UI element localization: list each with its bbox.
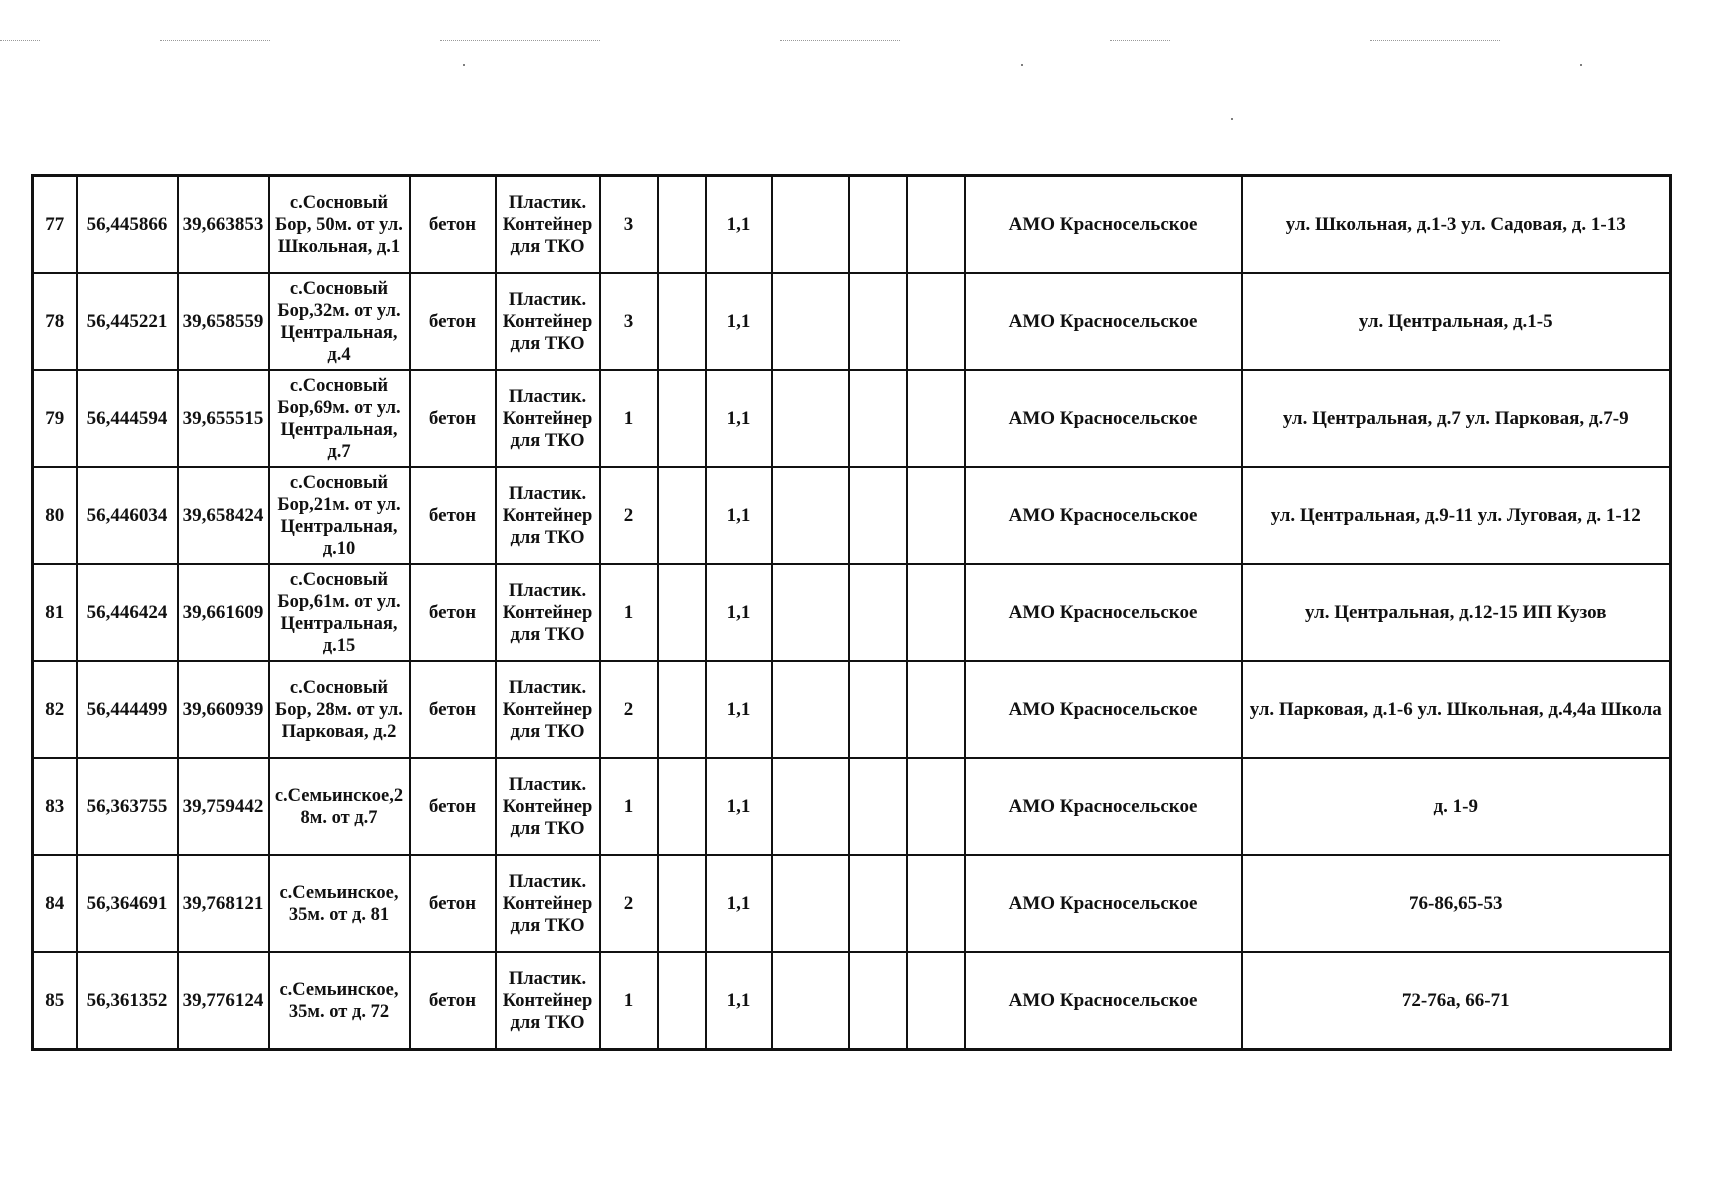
empty-cell [849,758,907,855]
surface-cell: бетон [410,661,496,758]
empty-cell [849,661,907,758]
owner-cell: АМО Красносельское [965,661,1242,758]
latitude-cell: 56,364691 [77,855,178,952]
longitude-cell: 39,759442 [178,758,269,855]
table-row [33,370,1671,467]
site-address-cell: с.Сосновый Бор,32м. от ул. Центральная, д.4 [269,273,410,370]
scan-dash [0,40,40,42]
longitude-cell: 39,660939 [178,661,269,758]
row-number-cell: 83 [33,758,77,855]
empty-cell [772,758,849,855]
table-row [33,176,1671,274]
longitude-cell: 39,776124 [178,952,269,1050]
scan-dash [440,40,600,42]
empty-cell [772,564,849,661]
empty-cell [772,370,849,467]
empty-cell [907,564,965,661]
empty-cell [907,661,965,758]
container-volume-cell: 1,1 [706,952,772,1050]
container-count-cell: 1 [600,370,658,467]
longitude-cell: 39,768121 [178,855,269,952]
site-address-cell: с.Сосновый Бор, 50м. от ул. Школьная, д.1 [269,176,410,274]
site-address-cell: с.Сосновый Бор, 28м. от ул. Парковая, д.2 [269,661,410,758]
table-body [33,176,1671,1050]
owner-cell: АМО Красносельское [965,370,1242,467]
scan-dot [463,64,465,66]
row-number-cell: 81 [33,564,77,661]
container-count-cell: 1 [600,564,658,661]
surface-cell: бетон [410,855,496,952]
container-type-cell: Пластик. Контейнер для ТКО [496,952,600,1050]
latitude-cell: 56,446424 [77,564,178,661]
container-volume-cell: 1,1 [706,661,772,758]
container-type-cell: Пластик. Контейнер для ТКО [496,564,600,661]
table-row [33,661,1671,758]
empty-cell [907,952,965,1050]
scan-dot [1231,118,1233,120]
row-number-cell: 80 [33,467,77,564]
scan-dot [1021,64,1023,66]
empty-cell [658,467,706,564]
row-number-cell: 84 [33,855,77,952]
scan-dash [1370,40,1500,42]
container-count-cell: 3 [600,176,658,274]
served-objects-cell: ул. Центральная, д.7 ул. Парковая, д.7-9 [1242,370,1671,467]
surface-cell: бетон [410,952,496,1050]
empty-cell [907,467,965,564]
container-type-cell: Пластик. Контейнер для ТКО [496,661,600,758]
row-number-cell: 79 [33,370,77,467]
latitude-cell: 56,361352 [77,952,178,1050]
empty-cell [849,952,907,1050]
served-objects-cell: ул. Парковая, д.1-6 ул. Школьная, д.4,4а Школа [1242,661,1671,758]
empty-cell [772,467,849,564]
owner-cell: АМО Красносельское [965,952,1242,1050]
empty-cell [772,855,849,952]
empty-cell [658,952,706,1050]
longitude-cell: 39,658424 [178,467,269,564]
surface-cell: бетон [410,467,496,564]
owner-cell: АМО Красносельское [965,855,1242,952]
scan-dash [780,40,900,42]
served-objects-cell: ул. Центральная, д.12-15 ИП Кузов [1242,564,1671,661]
table-row [33,273,1671,370]
owner-cell: АМО Красносельское [965,176,1242,274]
empty-cell [658,273,706,370]
served-objects-cell: ул. Центральная, д.9-11 ул. Луговая, д. 1-12 [1242,467,1671,564]
site-address-cell: с.Семьинское,28м. от д.7 [269,758,410,855]
served-objects-cell: 72-76а, 66-71 [1242,952,1671,1050]
empty-cell [907,758,965,855]
empty-cell [849,370,907,467]
site-address-cell: с.Семьинское, 35м. от д. 81 [269,855,410,952]
row-number-cell: 85 [33,952,77,1050]
container-type-cell: Пластик. Контейнер для ТКО [496,273,600,370]
empty-cell [907,273,965,370]
empty-cell [849,176,907,274]
surface-cell: бетон [410,370,496,467]
table-row [33,564,1671,661]
empty-cell [849,273,907,370]
container-count-cell: 1 [600,758,658,855]
surface-cell: бетон [410,564,496,661]
latitude-cell: 56,445221 [77,273,178,370]
scan-header-artifacts [0,40,1716,44]
container-count-cell: 2 [600,467,658,564]
latitude-cell: 56,445866 [77,176,178,274]
container-type-cell: Пластик. Контейнер для ТКО [496,370,600,467]
empty-cell [907,370,965,467]
latitude-cell: 56,363755 [77,758,178,855]
container-count-cell: 2 [600,661,658,758]
site-address-cell: с.Семьинское, 35м. от д. 72 [269,952,410,1050]
longitude-cell: 39,655515 [178,370,269,467]
empty-cell [772,176,849,274]
served-objects-cell: ул. Центральная, д.1-5 [1242,273,1671,370]
row-number-cell: 78 [33,273,77,370]
served-objects-cell: д. 1-9 [1242,758,1671,855]
container-type-cell: Пластик. Контейнер для ТКО [496,467,600,564]
empty-cell [658,564,706,661]
container-count-cell: 2 [600,855,658,952]
surface-cell: бетон [410,273,496,370]
empty-cell [907,855,965,952]
empty-cell [658,661,706,758]
row-number-cell: 82 [33,661,77,758]
latitude-cell: 56,446034 [77,467,178,564]
empty-cell [658,758,706,855]
container-volume-cell: 1,1 [706,564,772,661]
empty-cell [658,370,706,467]
container-type-cell: Пластик. Контейнер для ТКО [496,176,600,274]
scan-dash [1110,40,1170,42]
empty-cell [772,952,849,1050]
table-row [33,758,1671,855]
owner-cell: АМО Красносельское [965,273,1242,370]
empty-cell [849,564,907,661]
empty-cell [849,855,907,952]
empty-cell [658,176,706,274]
latitude-cell: 56,444499 [77,661,178,758]
container-volume-cell: 1,1 [706,855,772,952]
container-volume-cell: 1,1 [706,370,772,467]
owner-cell: АМО Красносельское [965,564,1242,661]
container-volume-cell: 1,1 [706,467,772,564]
served-objects-cell: ул. Школьная, д.1-3 ул. Садовая, д. 1-13 [1242,176,1671,274]
longitude-cell: 39,663853 [178,176,269,274]
container-volume-cell: 1,1 [706,273,772,370]
empty-cell [658,855,706,952]
empty-cell [772,661,849,758]
table-row [33,467,1671,564]
longitude-cell: 39,658559 [178,273,269,370]
site-address-cell: с.Сосновый Бор,21м. от ул. Центральная, д.10 [269,467,410,564]
container-volume-cell: 1,1 [706,176,772,274]
table-row [33,855,1671,952]
empty-cell [849,467,907,564]
container-count-cell: 3 [600,273,658,370]
longitude-cell: 39,661609 [178,564,269,661]
scan-dash [160,40,270,42]
surface-cell: бетон [410,758,496,855]
container-volume-cell: 1,1 [706,758,772,855]
container-count-cell: 1 [600,952,658,1050]
container-type-cell: Пластик. Контейнер для ТКО [496,855,600,952]
owner-cell: АМО Красносельское [965,758,1242,855]
table-row [33,952,1671,1050]
row-number-cell: 77 [33,176,77,274]
scan-dot [1580,64,1582,66]
container-type-cell: Пластик. Контейнер для ТКО [496,758,600,855]
waste-container-sites-table [31,174,1672,1051]
latitude-cell: 56,444594 [77,370,178,467]
site-address-cell: с.Сосновый Бор,61м. от ул. Центральная, д.15 [269,564,410,661]
empty-cell [772,273,849,370]
site-address-cell: с.Сосновый Бор,69м. от ул. Центральная, д.7 [269,370,410,467]
surface-cell: бетон [410,176,496,274]
empty-cell [907,176,965,274]
served-objects-cell: 76-86,65-53 [1242,855,1671,952]
owner-cell: АМО Красносельское [965,467,1242,564]
